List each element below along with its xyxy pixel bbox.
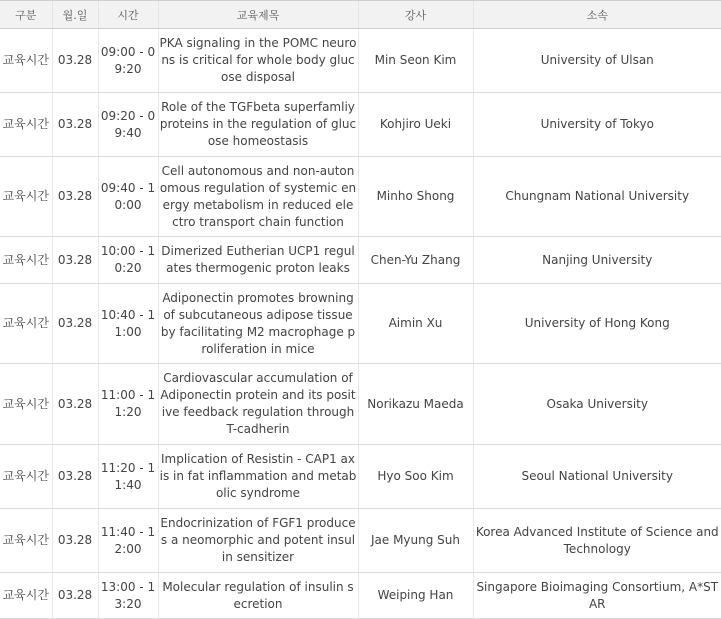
table-header xyxy=(0,1,721,29)
cell-date: 03.28 xyxy=(52,157,98,237)
cell-title: Cardiovascular accumulation of Adiponectin protein and its positive feedback regulation through T-cadherin xyxy=(158,364,358,445)
cell-type: 교육시간 xyxy=(0,445,52,509)
cell-speaker: Kohjiro Ueki xyxy=(358,93,473,157)
cell-date: 03.28 xyxy=(52,509,98,573)
cell-time: 11:00 - 11:20 xyxy=(98,364,158,445)
table-row xyxy=(0,573,721,619)
cell-affiliation: Korea Advanced Institute of Science and Technology xyxy=(473,509,721,573)
table-row xyxy=(0,284,721,364)
table-body xyxy=(0,29,721,619)
cell-type: 교육시간 xyxy=(0,364,52,445)
cell-speaker: Hyo Soo Kim xyxy=(358,445,473,509)
cell-affiliation: Seoul National University xyxy=(473,445,721,509)
cell-affiliation: Nanjing University xyxy=(473,237,721,284)
cell-affiliation: Chungnam National University xyxy=(473,157,721,237)
table-row xyxy=(0,29,721,93)
cell-type: 교육시간 xyxy=(0,29,52,93)
cell-title: Role of the TGFbeta superfamliy proteins in the regulation of glucose homeostasis xyxy=(158,93,358,157)
cell-title: Adiponectin promotes browning of subcutaneous adipose tissue by facilitating M2 macrophage proliferation in mice xyxy=(158,284,358,364)
cell-title: PKA signaling in the POMC neurons is critical for whole body glucose disposal xyxy=(158,29,358,93)
table-row xyxy=(0,93,721,157)
cell-title: Endocrinization of FGF1 produces a neomorphic and potent insulin sensitizer xyxy=(158,509,358,573)
cell-title: Cell autonomous and non-autonomous regulation of systemic energy metabolism in reduced electro transport chain function xyxy=(158,157,358,237)
cell-affiliation: University of Tokyo xyxy=(473,93,721,157)
table-row xyxy=(0,237,721,284)
cell-type: 교육시간 xyxy=(0,573,52,619)
cell-title: Implication of Resistin - CAP1 axis in fat inflammation and metabolic syndrome xyxy=(158,445,358,509)
header-title: 교육제목 xyxy=(158,1,358,29)
cell-time: 11:40 - 12:00 xyxy=(98,509,158,573)
cell-date: 03.28 xyxy=(52,364,98,445)
cell-time: 09:40 - 10:00 xyxy=(98,157,158,237)
cell-date: 03.28 xyxy=(52,29,98,93)
table-row xyxy=(0,364,721,445)
table-row xyxy=(0,509,721,573)
table-row xyxy=(0,445,721,509)
cell-affiliation: University of Ulsan xyxy=(473,29,721,93)
cell-speaker: Minho Shong xyxy=(358,157,473,237)
cell-type: 교육시간 xyxy=(0,509,52,573)
cell-type: 교육시간 xyxy=(0,284,52,364)
cell-speaker: Chen-Yu Zhang xyxy=(358,237,473,284)
cell-time: 13:00 - 13:20 xyxy=(98,573,158,619)
cell-time: 09:20 - 09:40 xyxy=(98,93,158,157)
cell-date: 03.28 xyxy=(52,284,98,364)
cell-type: 교육시간 xyxy=(0,93,52,157)
cell-speaker: Norikazu Maeda xyxy=(358,364,473,445)
header-time: 시간 xyxy=(98,1,158,29)
header-type: 구분 xyxy=(0,1,52,29)
cell-date: 03.28 xyxy=(52,93,98,157)
header-speaker: 강사 xyxy=(358,1,473,29)
cell-time: 11:20 - 11:40 xyxy=(98,445,158,509)
cell-time: 09:00 - 09:20 xyxy=(98,29,158,93)
header-date: 월.일 xyxy=(52,1,98,29)
cell-speaker: Aimin Xu xyxy=(358,284,473,364)
cell-time: 10:00 - 10:20 xyxy=(98,237,158,284)
cell-affiliation: Singapore Bioimaging Consortium, A*STAR xyxy=(473,573,721,619)
cell-time: 10:40 - 11:00 xyxy=(98,284,158,364)
cell-title: Molecular regulation of insulin secretion xyxy=(158,573,358,619)
cell-type: 교육시간 xyxy=(0,157,52,237)
cell-speaker: Jae Myung Suh xyxy=(358,509,473,573)
header-affiliation: 소속 xyxy=(473,1,721,29)
cell-date: 03.28 xyxy=(52,445,98,509)
cell-speaker: Min Seon Kim xyxy=(358,29,473,93)
cell-title: Dimerized Eutherian UCP1 regulates thermogenic proton leaks xyxy=(158,237,358,284)
cell-date: 03.28 xyxy=(52,237,98,284)
cell-speaker: Weiping Han xyxy=(358,573,473,619)
cell-date: 03.28 xyxy=(52,573,98,619)
table-row xyxy=(0,157,721,237)
cell-affiliation: University of Hong Kong xyxy=(473,284,721,364)
cell-type: 교육시간 xyxy=(0,237,52,284)
cell-affiliation: Osaka University xyxy=(473,364,721,445)
